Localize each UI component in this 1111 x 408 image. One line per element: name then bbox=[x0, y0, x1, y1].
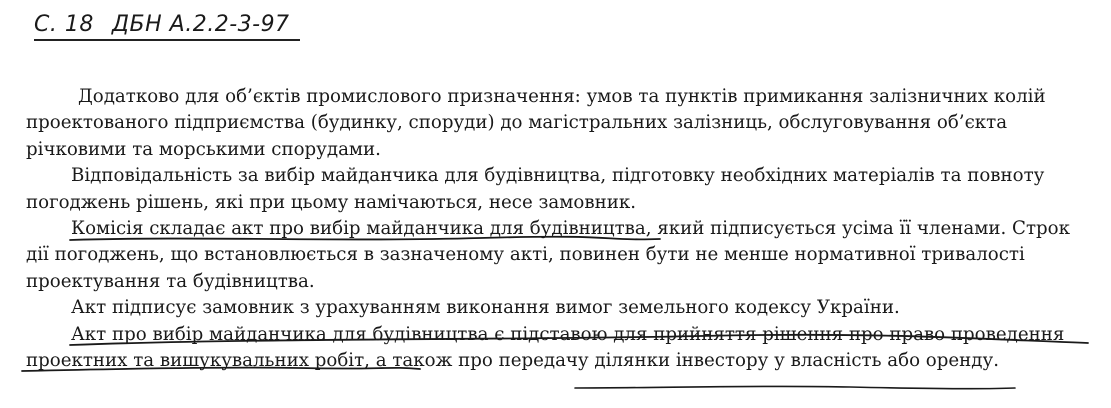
text-line: Комісія складає акт про вибір майданчика для будівництва, який підписується усіма її членами. Строк bbox=[71, 217, 1070, 239]
text-line: Додатково для об’єктів промислового призначення: умов та пунктів примикання залізничних колій bbox=[78, 86, 1046, 107]
text-line: Акт про вибір майданчика для будівництва є підставою для прийняття рішення про право проведення bbox=[71, 323, 1065, 345]
page-number: С. 18 bbox=[34, 12, 94, 37]
underline-mark bbox=[575, 386, 1015, 388]
document-code: ДБН А.2.2-3-97 bbox=[111, 12, 290, 37]
text-line: проектованого підприємства (будинку, споруди) до магістральних залізниць, обслуговування об’єкта bbox=[26, 112, 1008, 134]
page-header bbox=[34, 12, 300, 41]
text-line: річковими та морськими спорудами. bbox=[26, 138, 381, 160]
text-line: погоджень рішень, які при цьому намічаються, несе замовник. bbox=[26, 191, 636, 213]
text-line: дії погоджень, що встановлюється в зазначеному акті, повинен бути не менше нормативної тривалості bbox=[26, 244, 1025, 266]
text-line: Акт підписує замовник з урахуванням виконання вимог земельного кодексу України. bbox=[71, 297, 900, 319]
document-body bbox=[26, 84, 1111, 374]
text-line: Відповідальність за вибір майданчика для будівництва, підготовку необхідних матеріалів та повноту bbox=[71, 165, 1045, 187]
text-line: проектних та вишукувальних робіт, а також про передачу ділянки інвестору у власність або оренду. bbox=[26, 349, 999, 371]
text-line: проектування та будівництва. bbox=[26, 270, 315, 292]
